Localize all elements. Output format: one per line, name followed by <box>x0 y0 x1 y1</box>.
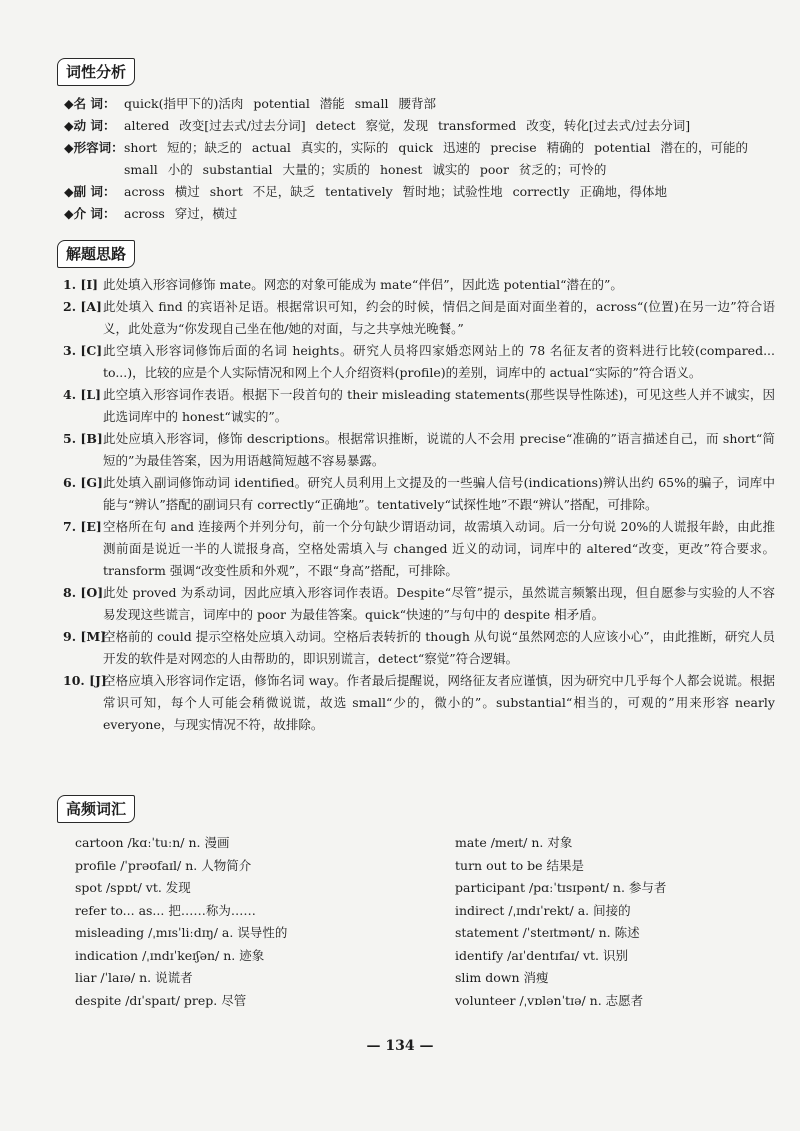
vocab-item: cartoon /kɑːˈtuːn/ n. 漫画 <box>75 835 230 850</box>
pos-row-noun <box>64 93 764 115</box>
vocab-item: spot /spɒt/ vt. 发现 <box>75 880 191 895</box>
vocab-item: indirect /ˌɪndɪˈrekt/ a. 间接的 <box>455 902 631 918</box>
pos-section-title: 词性分析 <box>57 58 135 86</box>
answer-item <box>63 340 775 384</box>
answer-text: 此处 proved 为系动词，因此应填入形容词作表语。Despite“尽管”提示，虽然谎言频繁出现，但自愿参与实验的人不容易发现这些谎言，词库中的 poor 为最佳答案。quick“快速的”与句中的 despite 相矛盾。 <box>103 585 775 622</box>
answer-item <box>63 274 775 296</box>
vocab-item: liar /ˈlaɪə/ n. 说谎者 <box>75 970 193 985</box>
answer-text: 此空填入形容词修饰后面的名词 heights。研究人员将四家婚恋网站上的 78 名征友者的资料进行比较(compared... to...)，比较的应是个人实际情况和网上个人介绍资料(profile)的差别，词库中的 actual“实际的”符合语义。 <box>103 343 775 380</box>
vocab-item: mate /meɪt/ n. 对象 <box>455 835 573 850</box>
answer-item <box>63 670 775 736</box>
answer-number: 1. [I] <box>63 277 99 292</box>
answer-text: 此处填入 find 的宾语补足语。根据常识可知，约会的时候，情侣之间是面对面坐着的，across“(位置)在另一边”符合语义，此处意为“你发现自己坐在他/她的对面，与之共享烛光晚餐。” <box>103 299 775 336</box>
answer-text: 此处应填入形容词，修饰 descriptions。根据常识推断，说谎的人不会用 precise“准确的”语言描述自己，而 short“简短的”为最佳答案，因为用语越简短越不容易暴露。 <box>103 431 775 468</box>
answer-item <box>63 384 775 428</box>
pos-row-adjective <box>64 137 764 181</box>
answer-number: 8. [O] <box>63 585 104 600</box>
answer-item <box>63 582 775 626</box>
answer-text: 此处填入形容词修饰 mate。网恋的对象可能成为 mate“伴侣”，因此选 potential“潜在的”。 <box>103 277 623 292</box>
pos-text: altered 改变[过去式/过去分词] detect 察觉，发现 transformed 改变，转化[过去式/过去分词] <box>124 118 691 133</box>
answer-text: 空格应填入形容词作定语，修饰名词 way。作者最后提醒说，网络征友者应谨慎，因为研究中几乎每个人都会说谎。根据常识可知，每个人可能会稍微说谎，故选 small“少的，微小的”。substantial“相当的，可观的”用来形容 nearly everyone，与现实情况不符，故排除。 <box>103 673 775 732</box>
pos-label: ◆名 词： <box>64 96 116 111</box>
answer-number: 3. [C] <box>63 343 103 358</box>
pos-label: ◆动 词： <box>64 118 116 133</box>
answer-number: 4. [L] <box>63 387 102 402</box>
answer-text: 空格前的 could 提示空格处应填入动词。空格后表转折的 though 从句说“虽然网恋的人应该小心”，由此推断，研究人员开发的软件是对网恋的人由帮助的，即识别谎言，detect“察觉”符合逻辑。 <box>103 629 775 666</box>
pos-text: quick(指甲下的)活肉 potential 潜能 small 腰背部 <box>124 96 436 111</box>
vocab-item: despite /dɪˈspaɪt/ prep. 尽管 <box>75 992 247 1008</box>
answer-number: 9. [M] <box>63 629 107 644</box>
answer-explanations <box>63 274 775 736</box>
answer-number: 7. [E] <box>63 519 102 534</box>
vocab-section-title: 高频词汇 <box>57 795 135 823</box>
pos-analysis-list <box>64 93 764 225</box>
answer-number: 6. [G] <box>63 475 103 490</box>
vocab-item: statement /ˈsteɪtmənt/ n. 陈述 <box>455 925 640 940</box>
answer-item <box>63 626 775 670</box>
vocab-item: turn out to be 结果是 <box>455 857 585 873</box>
pos-text: across 穿过，横过 <box>124 206 238 221</box>
answer-text: 此处填入副词修饰动词 identified。研究人员利用上文提及的一些骗人信号(indications)辨认出约 65%的骗子，词库中能与“辨认”搭配的副词只有 correctly“正确地”。tentatively“试探性地”不跟“辨认”搭配，可排除。 <box>103 475 775 512</box>
answer-text: 此空填入形容词作表语。根据下一段首句的 their misleading statements(那些误导性陈述)，可见这些人并不诚实，因此选词库中的 honest“诚实的”。 <box>103 387 775 424</box>
pos-row-adverb <box>64 181 764 203</box>
answer-text: 空格所在句 and 连接两个并列分句，前一个分句缺少谓语动词，故需填入动词。后一分句说 20%的人谎报年龄，由此推测前面是说近一半的人谎报身高，空格处需填入与 changed 近义的动词，词库中的 altered“改变，更改”符合要求。transform 强调“改变性质和外观”，不跟“身高”搭配，可排除。 <box>103 519 775 578</box>
pos-text: short 短的；缺乏的 actual 真实的，实际的 quick 迅速的 precise 精确的 potential 潜在的，可能的 small 小的 substantial 大量的；实质的 honest 诚实的 poor 贫乏的；可怜的 <box>124 140 749 177</box>
vocab-column-left <box>75 832 415 1012</box>
pos-row-verb <box>64 115 764 137</box>
vocab-item: profile /ˈprəʊfaɪl/ n. 人物简介 <box>75 857 252 873</box>
vocab-item: misleading /ˌmɪsˈliːdɪŋ/ a. 误导性的 <box>75 925 288 940</box>
answer-number: 10. [J] <box>63 673 107 688</box>
pos-label: ◆副 词： <box>64 184 116 199</box>
vocab-item: volunteer /ˌvɒlənˈtɪə/ n. 志愿者 <box>455 992 644 1008</box>
vocab-item: participant /pɑːˈtɪsɪpənt/ n. 参与者 <box>455 880 667 895</box>
pos-label: ◆介 词： <box>64 206 116 221</box>
vocab-item: refer to... as... 把……称为…… <box>75 902 256 918</box>
answer-item <box>63 516 775 582</box>
page-number: — 134 — <box>366 1038 434 1054</box>
answer-item <box>63 428 775 472</box>
pos-label: ◆形容词： <box>64 140 124 155</box>
answer-item <box>63 296 775 340</box>
pos-text: across 横过 short 不足，缺乏 tentatively 暂时地；试验性地 correctly 正确地，得体地 <box>124 184 668 199</box>
vocab-item: indication /ˌɪndɪˈkeɪʃən/ n. 迹象 <box>75 947 265 963</box>
answer-item <box>63 472 775 516</box>
vocab-item: slim down 消瘦 <box>455 970 549 985</box>
vocab-column-right <box>455 832 795 1012</box>
answer-number: 2. [A] <box>63 299 102 314</box>
answers-section-title: 解题思路 <box>57 240 135 268</box>
vocab-item: identify /aɪˈdentɪfaɪ/ vt. 识别 <box>455 947 628 963</box>
answer-number: 5. [B] <box>63 431 103 446</box>
pos-row-preposition <box>64 203 764 225</box>
